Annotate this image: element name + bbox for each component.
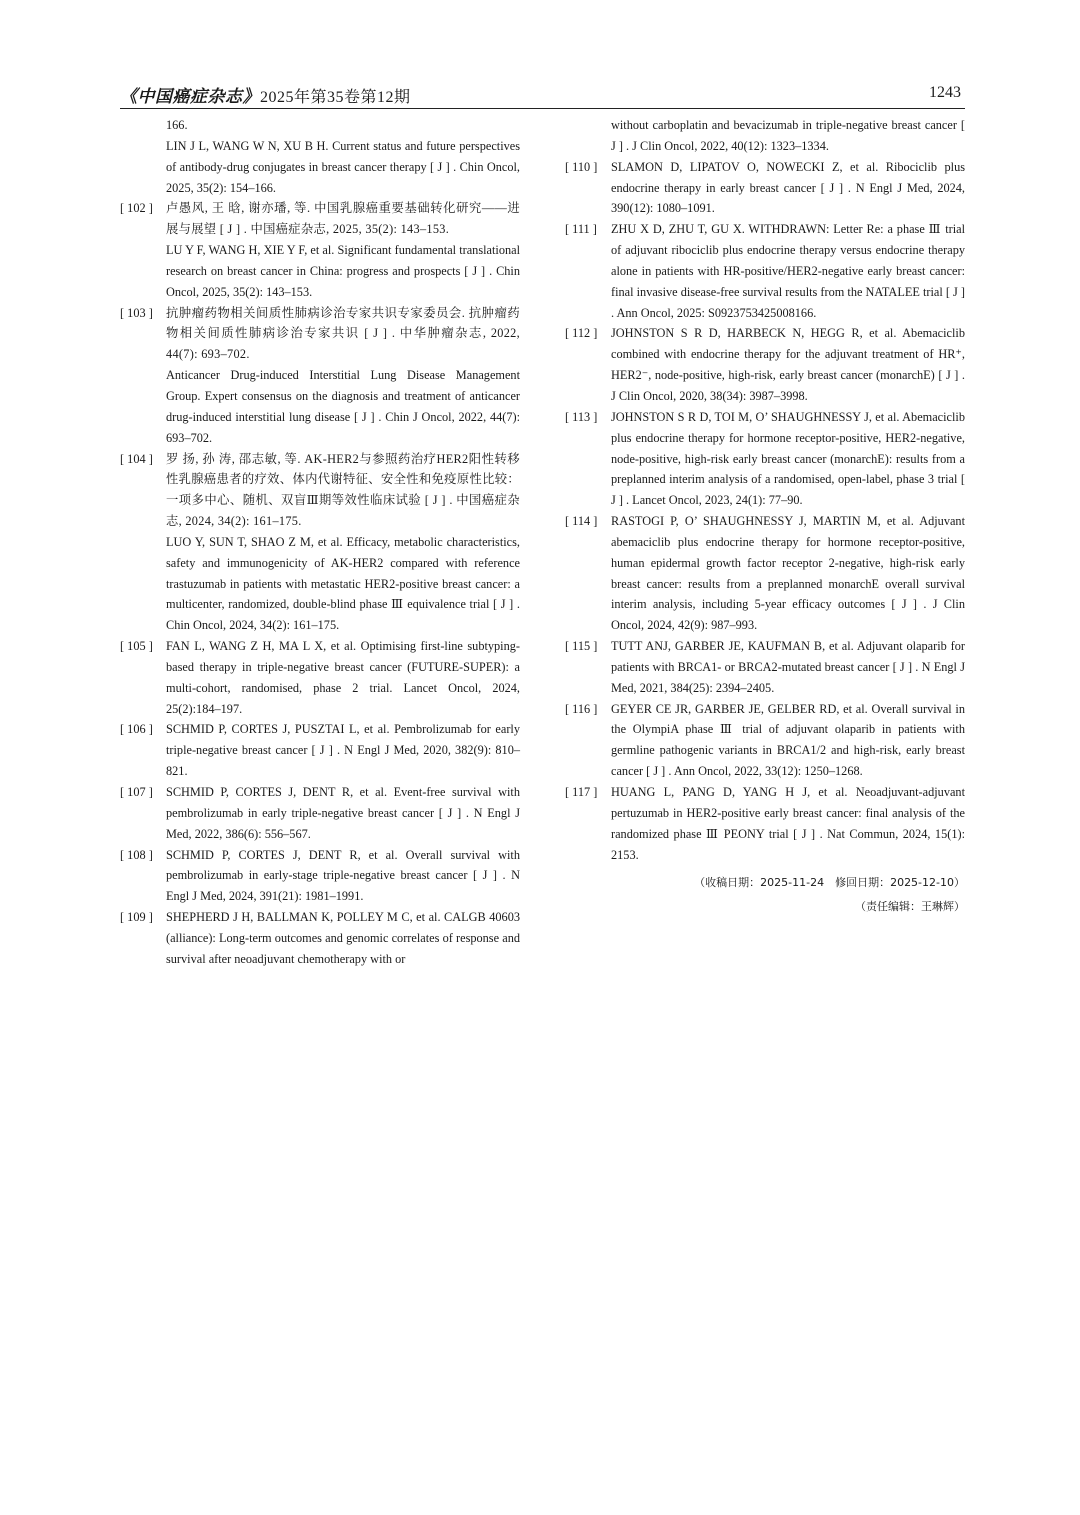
- reference-number: [ 106 ]: [120, 722, 153, 737]
- page-header: [120, 82, 965, 109]
- reference-number: [ 102 ]: [120, 201, 153, 216]
- reference-number: [ 107 ]: [120, 785, 153, 799]
- reference-entry: [120, 449, 520, 637]
- reference-entry: [120, 907, 520, 970]
- issue-info: 2025年第35卷第12期: [260, 89, 411, 106]
- reference-number: [ 110 ]: [565, 159, 598, 174]
- reference-entry: [120, 845, 520, 908]
- reference-text: LUO Y, SUN T, SHAO Z M, et al. Efficacy, metabolic characteristics, safety and immunogenicity of AK-HER2 compared with reference trastuzumab in patients with metastatic HER2-positive breast cancer: a multicenter, randomized, double-blind phase Ⅲ equivalence trial [ J ] . Chin Oncol, 2024, 34(2): 161–175.: [166, 534, 520, 633]
- received-revised-dates: （收稿日期：2025-11-24 修回日期：2025-12-10）: [694, 876, 965, 890]
- reference-text: 166.: [166, 118, 188, 132]
- reference-entry: [120, 636, 520, 719]
- reference-text: 卢愚风, 王 晗, 谢亦璠, 等. 中国乳腺癌重要基础转化研究——进展与展望 [ J ] . 中国癌症杂志, 2025, 35(2): 143–153.: [166, 201, 520, 237]
- reference-text: without carboplatin and bevacizumab in triple-negative breast cancer [ J ] . J Clin Oncol, 2022, 40(12): 1323–1334.: [611, 118, 965, 153]
- reference-entry: [565, 699, 965, 782]
- journal-name: 《中国癌症杂志》: [120, 87, 260, 106]
- reference-entry: [120, 719, 520, 782]
- reference-entry: [120, 198, 520, 302]
- reference-text: SHEPHERD J H, BALLMAN K, POLLEY M C, et al. CALGB 40603 (alliance): Long-term outcomes and genomic correlates of response and survival after neoadjuvant chemotherapy with or: [166, 910, 520, 966]
- reference-entry: [120, 303, 520, 449]
- reference-text: LIN J L, WANG W N, XU B H. Current status and future perspectives of antibody-drug conjugates in breast cancer therapy [ J ] . Chin Oncol, 2025, 35(2): 154–166.: [166, 138, 520, 195]
- reference-text: SCHMID P, CORTES J, PUSZTAI L, et al. Pembrolizumab for early triple-negative breast cancer [ J ] . N Engl J Med, 2020, 382(9): 810–821.: [166, 722, 520, 779]
- reference-number: [ 108 ]: [120, 847, 153, 862]
- article-dates: [565, 871, 965, 919]
- reference-number: [ 109 ]: [120, 910, 153, 925]
- reference-text: JOHNSTON S R D, TOI M, O’ SHAUGHNESSY J, et al. Abemaciclib plus endocrine therapy for hormone receptor-positive, HER2-negative, node-positive, high-risk early breast cancer (monarchE): results from a preplanned interim analysis of a randomised, open-label, phase 3 trial [ J ] . Lancet Oncol, 2023, 24(1): 77–90.: [611, 409, 965, 508]
- reference-number: [ 116 ]: [565, 701, 598, 716]
- reference-entry: [565, 323, 965, 406]
- reference-number: [ 115 ]: [565, 639, 598, 654]
- reference-entry: [565, 407, 965, 511]
- right-column: [565, 115, 965, 919]
- reference-text: SCHMID P, CORTES J, DENT R, et al. Event-free survival with pembrolizumab in early triple-negative breast cancer [ J ] . N Engl J Med, 2022, 386(6): 556–567.: [166, 785, 520, 841]
- reference-text: ZHU X D, ZHU T, GU X. WITHDRAWN: Letter Re: a phase Ⅲ trial of adjuvant ribociclib plus endocrine therapy versus endocrine therapy alone in patients with HR-positive/HER2-negative early breast cancer: final invasive disease-free survival results from the NATALEE trial [ J ] . Ann Oncol, 2025: S0923753425008166.: [611, 222, 965, 320]
- reference-entry: [565, 782, 965, 865]
- reference-number: [ 111 ]: [565, 222, 597, 237]
- reference-text: LU Y F, WANG H, XIE Y F, et al. Significant fundamental translational research on breast cancer in China: progress and prospects [ J ] . Chin Oncol, 2025, 35(2): 143–153.: [166, 243, 520, 299]
- reference-number: [ 105 ]: [120, 639, 153, 654]
- reference-entry: [565, 511, 965, 636]
- reference-text: GEYER CE JR, GARBER JE, GELBER RD, et al. Overall survival in the OlympiA phase Ⅲ trial of adjuvant olaparib in patients with germline pathogenic variants in BRCA1/2 and high-risk, early breast cancer [ J ] . Ann Oncol, 2022, 33(12): 1250–1268.: [611, 701, 965, 779]
- journal-title: [120, 82, 411, 107]
- reference-number: [ 103 ]: [120, 305, 153, 320]
- reference-text: SLAMON D, LIPATOV O, NOWECKI Z, et al. Ribociclib plus endocrine therapy in early breast cancer [ J ] . N Engl J Med, 2024, 390(12): 1080–1091.: [611, 159, 965, 216]
- left-column: [120, 115, 520, 970]
- reference-text: JOHNSTON S R D, HARBECK N, HEGG R, et al. Abemaciclib combined with endocrine therapy for the adjuvant treatment of HR⁺, HER2⁻, node-positive, high-risk, early breast cancer (monarchE) [ J ] . J Clin Oncol, 2020, 38(34): 3987–3998.: [611, 326, 965, 403]
- reference-text: 抗肿瘤药物相关间质性肺病诊治专家共识专家委员会. 抗肿瘤药物相关间质性肺病诊治专家共识 [ J ] . 中华肿瘤杂志, 2022, 44(7): 693–702.: [166, 305, 520, 362]
- reference-text: FAN L, WANG Z H, MA L X, et al. Optimising first-line subtyping-based therapy in triple-negative breast cancer (FUTURE-SUPER): a multi-cohort, randomised, phase 2 trial. Lancet Oncol, 2024, 25(2):184–197.: [166, 639, 520, 716]
- reference-entry: [120, 782, 520, 845]
- reference-text: TUTT ANJ, GARBER JE, KAUFMAN B, et al. Adjuvant olaparib for patients with BRCA1- or BRCA2-mutated breast cancer [ J ] . N Engl J Med, 2021, 384(25): 2394–2405.: [611, 639, 965, 695]
- reference-number: [ 117 ]: [565, 785, 598, 799]
- responsible-editor: （责任编辑：王琳辉）: [855, 900, 965, 914]
- reference-number: [ 114 ]: [565, 514, 598, 529]
- reference-entry: [565, 157, 965, 220]
- reference-text: HUANG L, PANG D, YANG H J, et al. Neoadjuvant-adjuvant pertuzumab in HER2-positive early breast cancer: final analysis of the randomized phase Ⅲ PEONY trial [ J ] . Nat Commun, 2024, 15(1): 2153.: [611, 785, 965, 862]
- reference-entry: [120, 115, 520, 198]
- reference-text: Anticancer Drug-induced Interstitial Lung Disease Management Group. Expert consensus on the diagnosis and treatment of anticancer drug-induced interstitial lung disease [ J ] . Chin J Oncol, 2022, 44(7): 693–702.: [166, 368, 520, 445]
- reference-entry: [565, 219, 965, 323]
- reference-number: [ 104 ]: [120, 451, 153, 466]
- page-number: 1243: [929, 84, 961, 101]
- reference-text: SCHMID P, CORTES J, DENT R, et al. Overall survival with pembrolizumab in early-stage triple-negative breast cancer [ J ] . N Engl J Med, 2024, 391(21): 1981–1991.: [166, 847, 520, 904]
- reference-number: [ 112 ]: [565, 326, 598, 341]
- reference-text: 罗 扬, 孙 涛, 邵志敏, 等. AK-HER2与参照药治疗HER2阳性转移性乳腺癌患者的疗效、体内代谢特征、安全性和免疫原性比较：一项多中心、随机、双盲Ⅲ期等效性临床试验 [ J ] . 中国癌症杂志, 2024, 34(2): 161–175.: [166, 451, 520, 529]
- reference-text: RASTOGI P, O’ SHAUGHNESSY J, MARTIN M, et al. Adjuvant abemaciclib plus endocrine therapy for hormone receptor-positive, human epidermal growth factor receptor 2-negative, high-risk early breast cancer: results from a preplanned monarchE overall survival interim analysis, including 5-year efficacy outcomes [ J ] . J Clin Oncol, 2024, 42(9): 987–993.: [611, 514, 965, 633]
- reference-entry: [565, 636, 965, 699]
- reference-number: [ 113 ]: [565, 409, 598, 424]
- reference-entry: [565, 115, 965, 157]
